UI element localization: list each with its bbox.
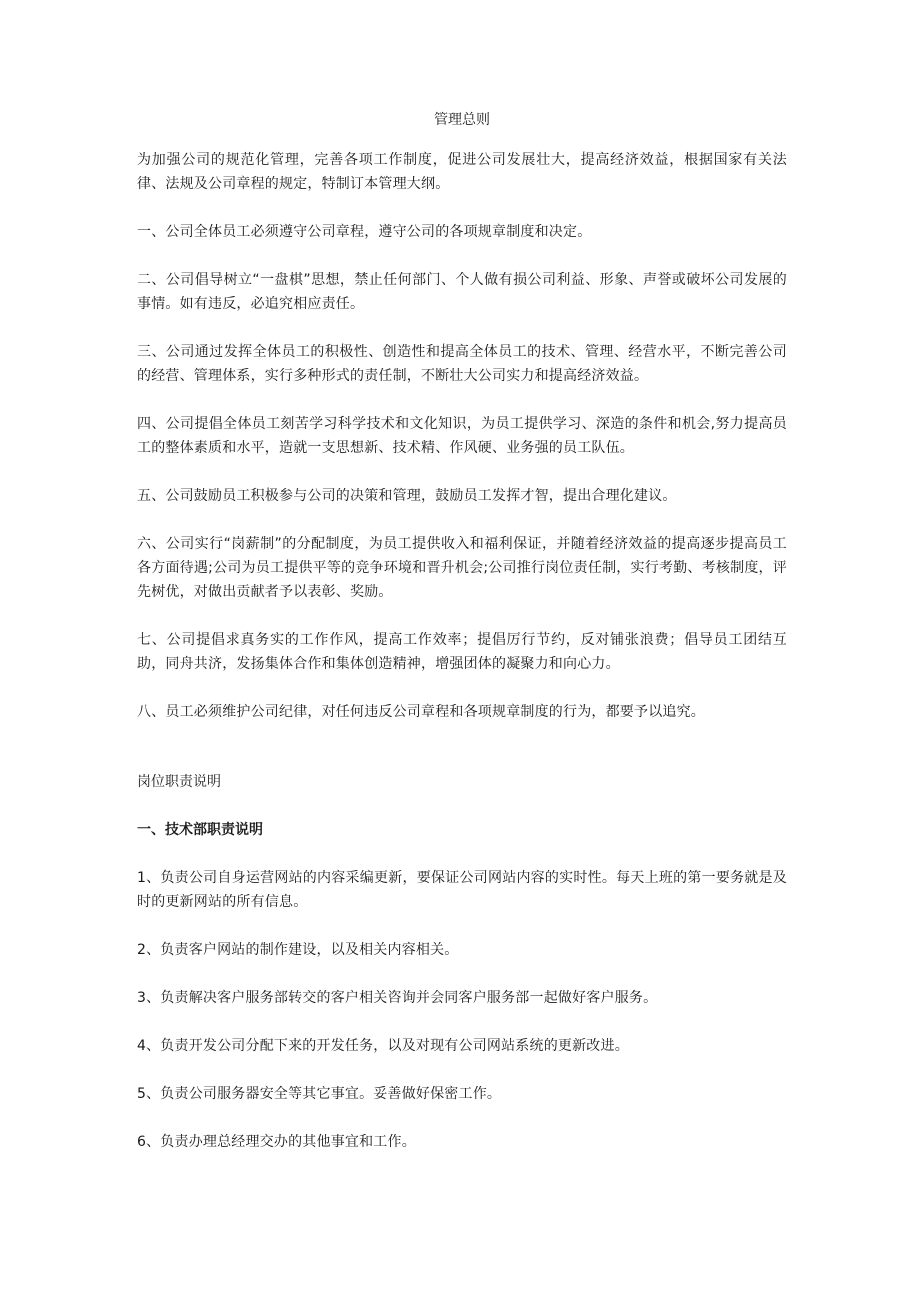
duty-2: 2、负责客户网站的制作建设，以及相关内容相关。 [137, 942, 459, 958]
duty-6: 6、负责办理总经理交办的其他事宜和工作。 [137, 1134, 416, 1150]
duty-3: 3、负责解决客户服务部转交的客户相关咨询并会同客户服务部一起做好客户服务。 [137, 990, 658, 1006]
section-title: 岗位职责说明 [137, 774, 221, 790]
duty-4: 4、负责开发公司分配下来的开发任务，以及对现有公司网站系统的更新改进。 [137, 1038, 629, 1054]
article-4: 四、公司提倡全体员工刻苦学习科学技术和文化知识，为员工提供学习、深造的条件和机会,努力提高员工的整体素质和水平，造就一支思想新、技术精、作风硬、业务强的员工队伍。 [137, 416, 787, 456]
article-8: 八、员工必须维护公司纪律，对任何违反公司章程和各项规章制度的行为，都要予以追究。 [137, 704, 705, 720]
article-3: 三、公司通过发挥全体员工的积极性、创造性和提高全体员工的技术、管理、经营水平，不断完善公司的经营、管理体系，实行多种形式的责任制，不断壮大公司实力和提高经济效益。 [137, 344, 787, 384]
document-page [137, 108, 787, 1178]
article-5: 五、公司鼓励员工积极参与公司的决策和管理，鼓励员工发挥才智，提出合理化建议。 [137, 488, 677, 504]
article-6: 六、公司实行“岗薪制”的分配制度，为员工提供收入和福利保证，并随着经济效益的提高逐步提高员工各方面待遇;公司为员工提供平等的竞争环境和晋升机会;公司推行岗位责任制，实行考勤、考核制度，评先树优，对做出贡献者予以表彰、奖励。 [137, 536, 787, 600]
article-7: 七、公司提倡求真务实的工作作风，提高工作效率；提倡厉行节约，反对铺张浪费；倡导员工团结互助，同舟共济，发扬集体合作和集体创造精神，增强团体的凝聚力和向心力。 [137, 632, 787, 672]
intro-paragraph: 为加强公司的规范化管理，完善各项工作制度，促进公司发展壮大，提高经济效益，根据国家有关法律、法规及公司章程的规定，特制订本管理大纲。 [137, 152, 787, 192]
duty-5: 5、负责公司服务器安全等其它事宜。妥善做好保密工作。 [137, 1086, 502, 1102]
duty-1: 1、负责公司自身运营网站的内容采编更新，要保证公司网站内容的实时性。每天上班的第一要务就是及时的更新网站的所有信息。 [137, 870, 787, 910]
article-2: 二、公司倡导树立“一盘棋”思想，禁止任何部门、个人做有损公司利益、形象、声誉或破坏公司发展的事情。如有违反，必追究相应责任。 [137, 272, 787, 312]
article-1: 一、公司全体员工必须遵守公司章程，遵守公司的各项规章制度和决定。 [137, 224, 592, 240]
subsection-title: 一、技术部职责说明 [137, 822, 263, 838]
document-title: 管理总则 [434, 112, 490, 128]
